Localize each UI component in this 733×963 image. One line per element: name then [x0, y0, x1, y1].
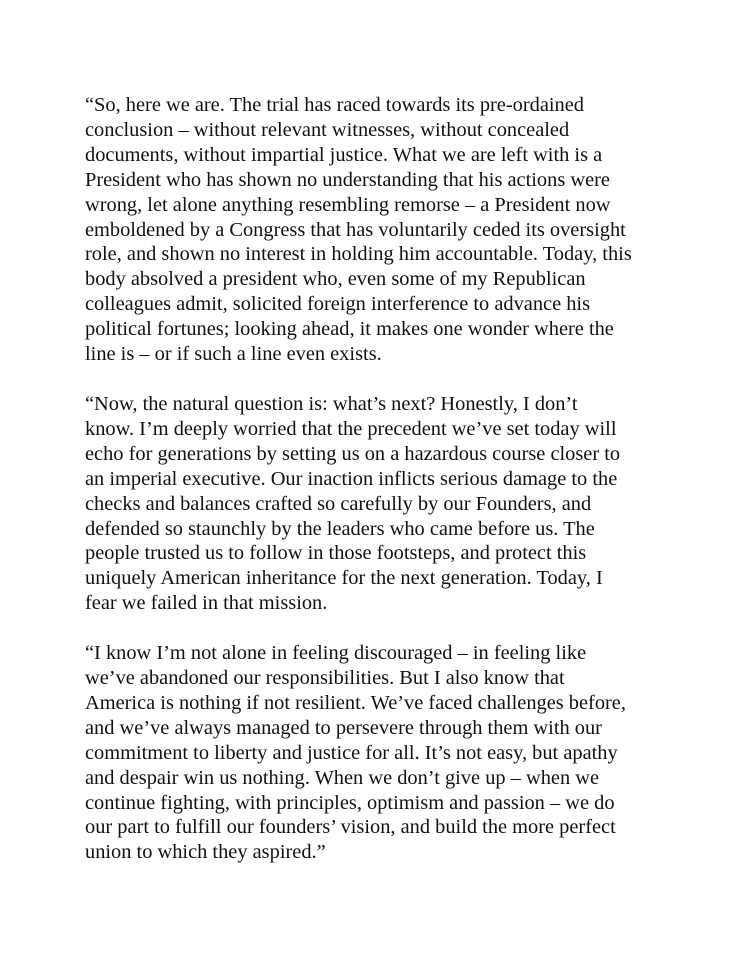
text-line: an imperial executive. Our inaction inflicts serious damage to the: [85, 467, 618, 490]
text-line: commitment to liberty and justice for all. It’s not easy, but apathy: [85, 741, 618, 764]
text-line: President who has shown no understanding that his actions were: [85, 168, 610, 191]
text-line: conclusion – without relevant witnesses, without concealed: [85, 118, 570, 141]
text-line: America is nothing if not resilient. We’ve faced challenges before,: [85, 691, 626, 714]
text-line: continue fighting, with principles, optimism and passion – we do: [85, 791, 615, 814]
text-line: emboldened by a Congress that has voluntarily ceded its oversight: [85, 218, 626, 241]
text-line: and we’ve always managed to persevere through them with our: [85, 716, 602, 739]
text-line: our part to fulfill our founders’ vision, and build the more perfect: [85, 816, 616, 839]
document-page: [85, 93, 685, 865]
text-line: documents, without impartial justice. What we are left with is a: [85, 143, 603, 166]
text-line: defended so staunchly by the leaders who came before us. The: [85, 517, 595, 540]
text-line: fear we failed in that mission.: [85, 592, 328, 615]
text-line: know. I’m deeply worried that the precedent we’ve set today will: [85, 417, 617, 440]
text-line: “I know I’m not alone in feeling discouraged – in feeling like: [85, 642, 587, 665]
text-line: echo for generations by setting us on a hazardous course closer to: [85, 442, 621, 465]
text-line: people trusted us to follow in those footsteps, and protect this: [85, 542, 587, 565]
text-line: we’ve abandoned our responsibilities. But I also know that: [85, 667, 565, 690]
text-line: colleagues admit, solicited foreign interference to advance his: [85, 293, 591, 316]
text-line: “So, here we are. The trial has raced towards its pre-ordained: [85, 94, 584, 116]
text-line: union to which they aspired.”: [85, 841, 326, 864]
text-line: political fortunes; looking ahead, it makes one wonder where the: [85, 318, 614, 341]
text-line: checks and balances crafted so carefully by our Founders, and: [85, 492, 592, 515]
text-line: and despair win us nothing. When we don’t give up – when we: [85, 766, 600, 789]
text-line: line is – or if such a line even exists.: [85, 343, 382, 366]
paragraph-3: [85, 641, 685, 865]
paragraph-1: [85, 93, 685, 367]
text-line: role, and shown no interest in holding him accountable. Today, this: [85, 243, 632, 266]
text-line: uniquely American inheritance for the next generation. Today, I: [85, 567, 603, 590]
text-line: body absolved a president who, even some of my Republican: [85, 268, 586, 291]
text-line: wrong, let alone anything resembling remorse – a President now: [85, 193, 611, 216]
paragraph-2: [85, 392, 685, 616]
text-line: “Now, the natural question is: what’s next? Honestly, I don’t: [85, 392, 578, 415]
